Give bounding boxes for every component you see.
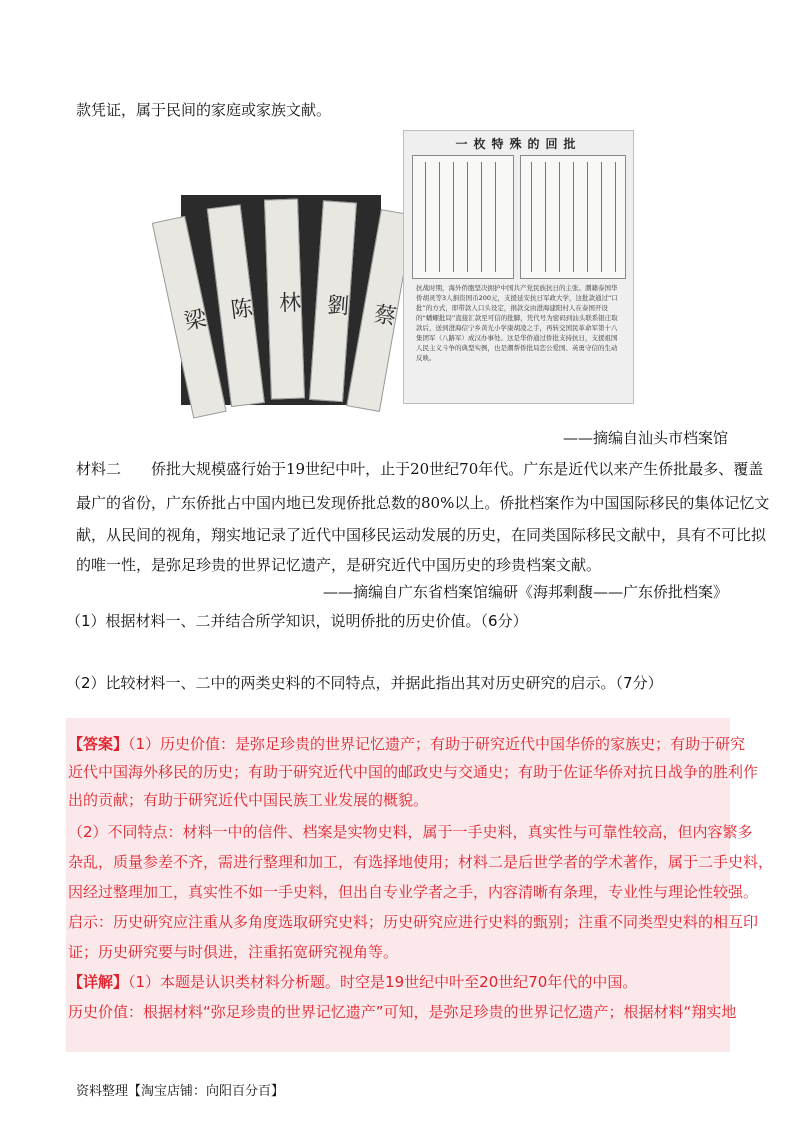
answer-line: 因经过整理加工，真实性不如一手史料，但出自专业学者之手，内容清晰有条理，专业性与理论性较强。 [68, 883, 759, 901]
answer-line: 启示：历史研究应注重从多角度选取研究史料；历史研究应进行史料的甄别；注重不同类型史料的相互印 [68, 913, 759, 931]
answer-line-1: 【答案】（1）历史价值：是弥足珍贵的世界记忆遗产；有助于研究近代中国华侨的家族史；有助于研究 [68, 735, 746, 753]
envelope-slip: 林 [264, 199, 305, 400]
envelope-slip: 蔡 [346, 209, 414, 412]
detail-line-1: 【详解】（1）本题是认识类材料分析题。时空是19世纪中叶至20世纪70年代的中国。 [68, 973, 638, 991]
qiaopi-envelopes-photo [178, 195, 398, 405]
question-2: （2）比较材料一、二中的两类史料的不同特点，并据此指出其对历史研究的启示。（7分） [66, 674, 663, 692]
intro-line: 款凭证，属于民间的家庭或家族文献。 [76, 101, 332, 119]
material2-line: 献，从民间的视角，翔实地记录了近代中国移民运动发展的历史，在同类国际移民文献中，具有不可比拟 [76, 526, 767, 544]
answer-line: （2）不同特点：材料一中的信件、档案是实物史料，属于一手史料，真实性与可靠性较高，但内容繁多 [68, 823, 753, 841]
envelope-slip: 劉 [309, 200, 357, 402]
answer-line: 证；历史研究要与时俱进，注重拓宽研究视角等。 [68, 943, 399, 961]
detail-label: 【详解】 [68, 973, 129, 991]
material2-source: ——摘编自广东省档案馆编研《海邦剩馥——广东侨批档案》 [322, 583, 728, 601]
special-qiaopi-document [403, 130, 634, 404]
detail-line: 历史价值：根据材料“弥足珍贵的世界记忆遗产”可知，是弥足珍贵的世界记忆遗产；根据材料“翔实地 [68, 1003, 737, 1021]
envelope-slip: 梁 [152, 216, 227, 419]
answer-line: 出的贡献；有助于研究近代中国民族工业发展的概貌。 [68, 791, 429, 809]
document-title: 一枚特殊的回批 [455, 137, 582, 151]
material2-line: 最广的省份，广东侨批占中国内地已发现侨批总数的80%以上。侨批档案作为中国国际移民的集体记忆文 [76, 494, 770, 512]
answer-line: 杂乱，质量参差不齐，需进行整理和加工，有选择地使用；材料二是后世学者的学术著作，属于二手史料， [68, 853, 774, 871]
document-caption: 抗战时期，海外侨胞坚决拥护中国共产党民族抗日的主张。潮籍泰国华侨胡灵等3人捐资国币200元，支援延安抗日军政大学，这批款通过“口批”的方式，即带款人口头设定，捐款交由澄海建阳村人在泰国开设的“蟠螺批局”直接汇款至可信的批脚，凭代号为密码到汕头联系银庄取款后，送到澄海信宁乡黄光小学康胡凌之手，再转交国民革命军第十八集团军（八路军）成汉办事处。这是华侨通过侨批支持抗日，支援祖国人民主义斗争的典型实例，也是潮帮侨批局恋公爱国、英勇守信的生动反映。 [416, 284, 618, 362]
document-sheet-left [412, 155, 514, 279]
footer-source: 资料整理【淘宝店铺：向阳百分百】 [76, 1084, 285, 1099]
material2-line: 的唯一性，是弥足珍贵的世界记忆遗产，是研究近代中国历史的珍贵档案文献。 [76, 556, 602, 574]
answer-line: 近代中国海外移民的历史；有助于研究近代中国的邮政史与交通史；有助于佐证华侨对抗日战争的胜利作 [68, 763, 759, 781]
envelope-slip: 陈 [207, 204, 265, 407]
question-1: （1）根据材料一、二并结合所学知识，说明侨批的历史价值。（6分） [66, 612, 528, 630]
answer-label: 【答案】 [68, 735, 129, 753]
material2-line: 材料二 侨批大规模盛行始于19世纪中叶，止于20世纪70年代。广东是近代以来产生侨批最多、覆盖 [76, 460, 764, 478]
document-sheet-right [520, 155, 626, 279]
figure-source: ——摘编自汕头市档案馆 [562, 429, 728, 447]
